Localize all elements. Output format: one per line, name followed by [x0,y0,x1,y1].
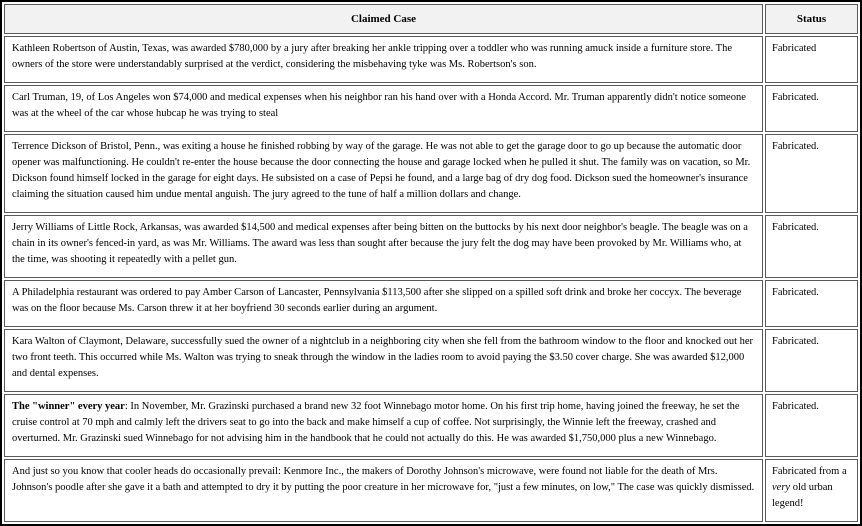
table-row [4,134,858,213]
column-header-claimed-case: Claimed Case [4,4,763,34]
status-text: old urban legend! [772,482,833,509]
status-text: Fabricated. [772,141,819,152]
claimed-case-cell [4,215,763,278]
claimed-case-text-bold: The "winner" every year [12,401,125,412]
status-cell [765,459,858,522]
status-cell [765,85,858,132]
table-row [4,394,858,457]
claimed-case-cell [4,459,763,522]
status-cell [765,134,858,213]
table-row [4,36,858,83]
claimed-case-cell [4,134,763,213]
claimed-case-text: Kara Walton of Claymont, Delaware, successfully sued the owner of a nightclub in a neighboring city when she fell from the bathroom window to the floor and knocked out her two front teeth. This occurred while Ms. Walton was trying to sneak through the window in the ladies room to avoid paying the $3.50 cover charge. She was awarded $12,000 and dental expenses. [12,336,754,379]
table-row [4,329,858,392]
table-row [4,215,858,278]
claimed-case-cell [4,280,763,327]
column-header-status: Status [765,4,858,34]
claimed-case-cell [4,329,763,392]
status-text: Fabricated. [772,222,819,233]
claimed-case-cell [4,85,763,132]
claimed-case-text: Jerry Williams of Little Rock, Arkansas, was awarded $14,500 and medical expenses after being bitten on the buttocks by his next door neighbor's beagle. The beagle was on a chain in its owner's fenced-in yard, as was Mr. Williams. The award was less than sought after because the jury felt the dog may have been provoked by Mr. Williams who, at the time, was shooting it repeatedly with a pellet gun. [12,222,748,265]
status-text: Fabricated. [772,401,819,412]
claimed-case-text: A Philadelphia restaurant was ordered to pay Amber Carson of Lancaster, Pennsylvania $113,500 after she slipped on a spilled soft drink and broke her coccyx. The beverage was on the floor because Ms. Carson threw it at her boyfriend 30 seconds earlier during an argument. [12,287,742,314]
header-row [4,4,858,34]
status-cell [765,394,858,457]
status-text: Fabricated. [772,336,819,347]
claimed-case-cell [4,36,763,83]
status-cell [765,280,858,327]
status-cell [765,215,858,278]
claimed-case-text: Carl Truman, 19, of Los Angeles won $74,000 and medical expenses when his neighbor ran his hand over with a Honda Accord. Mr. Truman apparently didn't notice someone was at the wheel of the car whose hubcap he was trying to steal [12,92,746,119]
table-row [4,459,858,522]
claimed-case-text: And just so you know that cooler heads do occasionally prevail: Kenmore Inc., the makers of Dorothy Johnson's microwave, were found not liable for the death of Mrs. Johnson's poodle after she gave it a bath and attempted to dry it by putting the poor creature in her microwave for, "just a few minutes, on low," The case was quickly dismissed. [12,466,755,493]
status-cell [765,329,858,392]
claimed-case-text: Terrence Dickson of Bristol, Penn., was exiting a house he finished robbing by way of the garage. He was not able to get the garage door to go up because the automatic door opener was malfunctioning. He couldn't re-enter the house because the door connecting the house and garage locked when he pulled it shut. The family was on vacation, so Mr. Dickson found himself locked in the garage for eight days. He subsisted on a case of Pepsi he found, and a large bag of dry dog food. Dickson sued the homeowner's insurance claiming the situation caused him undue mental anguish. The jury agreed to the tune of half a million dollars and change. [12,141,751,200]
table-row [4,280,858,327]
status-text: Fabricated. [772,92,819,103]
table-body [4,36,858,522]
table-row [4,85,858,132]
status-text: Fabricated. [772,287,819,298]
claimed-case-text: Kathleen Robertson of Austin, Texas, was awarded $780,000 by a jury after breaking her ankle tripping over a toddler who was running amuck inside a furniture store. The owners of the store were understandably surprised at the verdict, considering the misbehaving tyke was Ms. Robertson's son. [12,43,732,70]
status-text: Fabricated [772,43,817,54]
status-text-italic: very [772,482,791,493]
claimed-case-text: : In November, Mr. Grazinski purchased a brand new 32 foot Winnebago motor home. On his first trip home, having joined the freeway, he set the cruise control at 70 mph and calmly left the drivers seat to go into the back and make himself a cup of coffee. Not surprisingly, the Winnie left the freeway, crashed and overturned. Mr. Grazinski sued Winnebago for not advising him in the handbook that he could not actually do this. He was awarded $1,750,000 plus a new Winnebago. [12,401,740,444]
status-cell [765,36,858,83]
claimed-case-cell [4,394,763,457]
status-text: Fabricated from a [772,466,847,477]
